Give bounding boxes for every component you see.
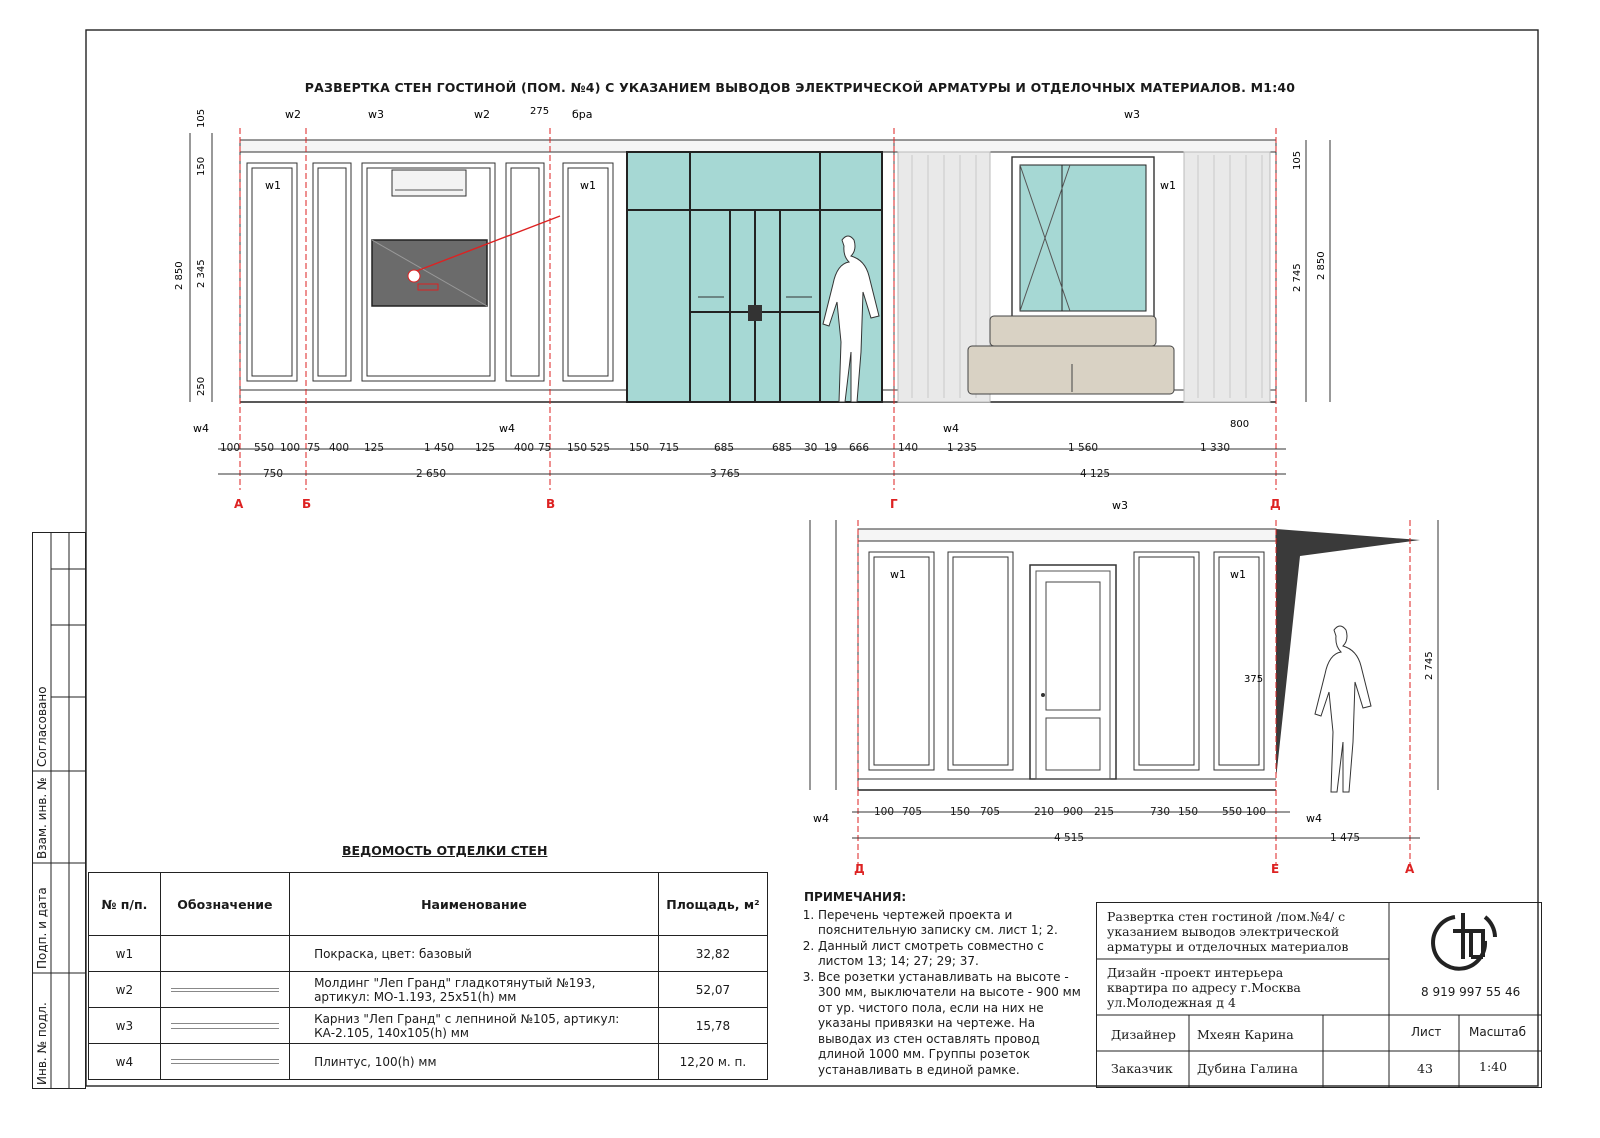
stamp-sheet: 43 (1417, 1061, 1433, 1076)
label-w1-a: w1 (265, 179, 281, 192)
stamp-designer: Мхеян Карина (1197, 1027, 1294, 1042)
notes-block (804, 890, 1089, 1078)
svg-text:375: 375 (1244, 674, 1264, 685)
svg-text:2 850: 2 850 (1316, 251, 1327, 280)
note-item: 1. Перечень чертежей проекта и пояснительную записку см. лист 1; 2. (818, 908, 1089, 939)
note-item: 2. Данный лист смотреть совместно с листом 13; 14; 27; 29; 37. (818, 939, 1089, 970)
svg-text:w4: w4 (499, 422, 515, 435)
axis-label-g: Г (890, 497, 898, 511)
svg-text:w2: w2 (474, 108, 490, 121)
col-designation: Обозначение (160, 873, 289, 936)
table-row: w4 Плинтус, 100(h) мм 12,20 м. п. (89, 1044, 768, 1080)
stamp-project: Дизайн -проект интерьера квартира по адресу г.Москва ул.Молодежная д 4 (1107, 965, 1301, 1010)
svg-text:150: 150 (196, 156, 207, 176)
side-label-signature: Подп. и дата (35, 887, 49, 969)
svg-text:w3: w3 (368, 108, 384, 121)
note-item: 3. Все розетки устанавливать на высоте - 300 мм, выключатели на высоте - 900 мм от ур. чистого пола, если на них не указаны привязки на чертеже. На выводах из стен оставлять провод длиной 1000 мм. Группы розеток устанавливать в единой рамке. (818, 970, 1089, 1079)
svg-text:2 745: 2 745 (1424, 651, 1435, 680)
svg-text:w4: w4 (1306, 812, 1322, 825)
svg-text:w1: w1 (1160, 179, 1176, 192)
stamp-scale: 1:40 (1479, 1059, 1508, 1074)
stamp-sheet-title: Развертка стен гостиной /пом.№4/ с указанием выводов электрической арматуры и отделочных материалов (1107, 909, 1349, 954)
side-stamp (32, 532, 86, 1089)
svg-text:w1: w1 (1230, 568, 1246, 581)
stamp-client-label: Заказчик (1111, 1061, 1173, 1076)
svg-text:105: 105 (196, 108, 207, 128)
finish-table (88, 872, 768, 1080)
finish-table-title: ВЕДОМОСТЬ ОТДЕЛКИ СТЕН (342, 843, 548, 858)
col-name: Наименование (290, 873, 659, 936)
svg-text:105: 105 (1292, 150, 1303, 170)
col-num: № п/п. (89, 873, 161, 936)
axis-label-e-bottom: Е (1271, 862, 1280, 876)
stamp-scale-label: Масштаб (1469, 1025, 1527, 1039)
svg-text:бра: бра (572, 108, 593, 121)
table-row: w2 Молдинг "Леп Гранд" гладкотянутый №193, артикул: МО-1.193, 25x51(h) мм 52,07 (89, 972, 768, 1008)
svg-text:w3: w3 (1112, 499, 1128, 512)
svg-text:250: 250 (196, 376, 207, 396)
stamp-designer-label: Дизайнер (1111, 1027, 1176, 1042)
label-w1-b: w1 (580, 179, 596, 192)
svg-text:275: 275 (530, 106, 550, 117)
svg-text:w4: w4 (193, 422, 209, 435)
svg-text:w4: w4 (943, 422, 959, 435)
svg-text:w4: w4 (813, 812, 829, 825)
axis-label-a-bottom: А (1405, 862, 1415, 876)
svg-text:2 745: 2 745 (1292, 263, 1303, 292)
svg-text:w2: w2 (285, 108, 301, 121)
axis-label-d: Д (1270, 497, 1281, 511)
side-label-replace: Взам. инв. № (35, 777, 49, 859)
col-area: Площадь, м² (658, 873, 767, 936)
company-logo (1425, 909, 1507, 975)
side-label-inventory: Инв. № подл. (35, 1002, 49, 1085)
svg-text:2 850: 2 850 (174, 261, 185, 290)
axis-label-v: В (546, 497, 556, 511)
table-row: w1 Покраска, цвет: базовый 32,82 (89, 936, 768, 972)
stamp-sheet-label: Лист (1411, 1025, 1442, 1039)
svg-text:w1: w1 (890, 568, 906, 581)
axis-label-b: Б (302, 497, 312, 511)
svg-text:w3: w3 (1124, 108, 1140, 121)
svg-text:2 345: 2 345 (196, 259, 207, 288)
axis-label-d-bottom: Д (854, 862, 865, 876)
top-elevation (174, 106, 1330, 490)
table-row: w3 Карниз "Леп Гранд" с лепниной №105, артикул: КА-2.105, 140x105(h) мм 15,78 (89, 1008, 768, 1044)
title-block (1096, 902, 1542, 1088)
side-label-agreed: Согласовано (35, 686, 49, 767)
stamp-phone: 8 919 997 55 46 (1421, 985, 1521, 999)
notes-heading: ПРИМЕЧАНИЯ: (804, 890, 907, 904)
sheet-heading: РАЗВЕРТКА СТЕН ГОСТИНОЙ (ПОМ. №4) С УКАЗАНИЕМ ВЫВОДОВ ЭЛЕКТРИЧЕСКОЙ АРМАТУРЫ И ОТДЕЛОЧНЫХ МАТЕРИАЛОВ. М1:40 (304, 80, 1296, 95)
svg-text:800: 800 (1230, 419, 1250, 430)
stamp-client: Дубина Галина (1197, 1061, 1298, 1076)
axis-label-a: А (234, 497, 244, 511)
